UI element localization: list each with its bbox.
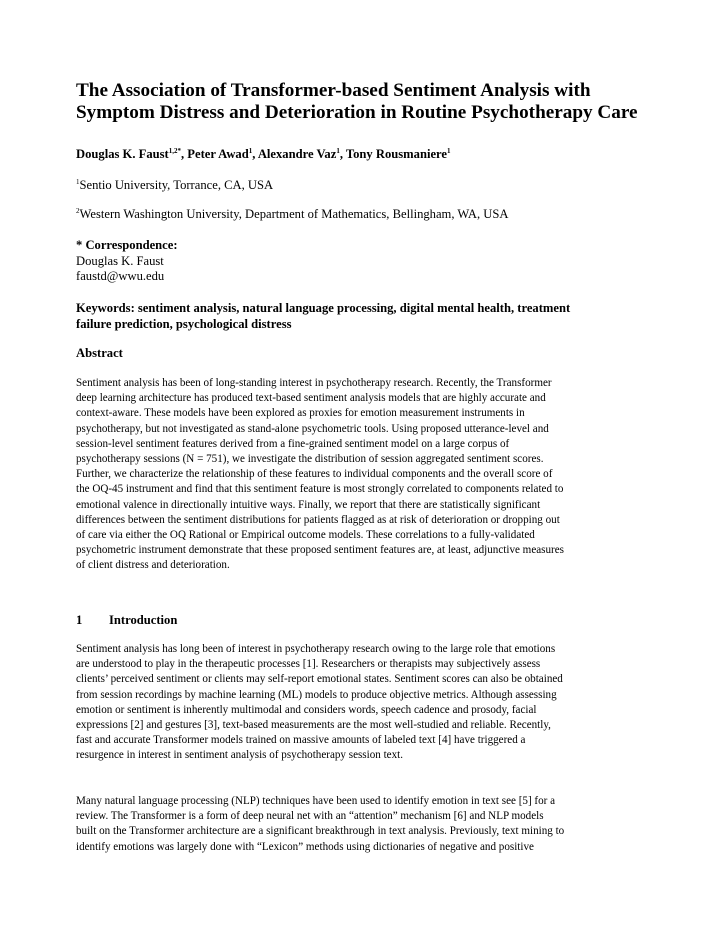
paper-title <box>76 80 651 124</box>
abstract-line: Further, we characterize the relationship of these features to individual components and the overall score of <box>76 468 553 481</box>
keywords-line: Keywords: sentiment analysis, natural language processing, digital mental health, treatment <box>76 301 571 315</box>
abstract-line: of client distress and deterioration. <box>76 559 230 572</box>
abstract-line: psychotherapy sessions (N = 751), we investigate the distribution of session aggregated sentiment scores. <box>76 453 544 466</box>
paragraph-line: clients’ perceived sentiment or clients may self-report emotional states. Sentiment scores can also be obtained <box>76 673 563 686</box>
paragraph-line: built on the Transformer architecture are a significant breakthrough in text analysis. Previously, text mining to <box>76 825 565 838</box>
author-separator: , <box>339 147 346 161</box>
title-line: Symptom Distress and Deterioration in Routine Psychotherapy Care <box>76 102 638 123</box>
section-heading-introduction <box>76 613 177 628</box>
author-name: Douglas K. Faust <box>76 147 169 161</box>
intro-paragraph-1 <box>76 642 651 764</box>
abstract-line: deep learning architecture has produced text-based sentiment analysis models that are highly accurate and <box>76 392 546 405</box>
author-affiliation-mark: 1 <box>447 147 451 155</box>
paragraph-line: resurgence in interest in sentiment analysis of psychotherapy session text. <box>76 749 403 762</box>
abstract-line: Sentiment analysis has been of long-standing interest in psychotherapy research. Recently, the Transformer <box>76 377 552 389</box>
section-title: Introduction <box>109 613 178 627</box>
abstract-line: differences between the sentiment distributions for patients flagged as at risk of deterioration or dropping out <box>76 513 560 526</box>
paragraph-line: emotion or sentiment is inherently multimodal and considers words, speech cadence and prosody, facial <box>76 703 537 716</box>
correspondence-email[interactable]: faustd@wwu.edu <box>76 269 165 283</box>
paragraph-line: from session recordings by machine learning (ML) models to produce objective metrics. Although assessing <box>76 688 557 701</box>
abstract-line: the OQ-45 instrument and find that this sentiment feature is most strongly correlated to components related to <box>76 483 564 496</box>
paragraph-line: fast and accurate Transformer models trained on massive amounts of labeled text [4] have triggered a <box>76 734 526 747</box>
abstract-line: psychotherapy, but not investigated as stand-alone psychometric tools. Using proposed utterance-level and <box>76 422 549 435</box>
abstract-line: session-level sentiment features derived from a fine-grained sentiment model on a large corpus of <box>76 437 510 450</box>
affiliation-text: Western Washington University, Department of Mathematics, Bellingham, WA, USA <box>79 207 509 221</box>
correspondence-heading: * Correspondence: <box>76 238 178 252</box>
author-name: Peter Awad <box>187 147 249 161</box>
affiliation <box>76 178 273 193</box>
author <box>76 147 187 161</box>
abstract-heading: Abstract <box>76 346 123 360</box>
paragraph-line: expressions [2] and gestures [3], text-based measurements are the most well-studied and reliable. Recently, <box>76 719 551 732</box>
author-name: Tony Rousmaniere <box>345 147 448 161</box>
paragraph-line: Many natural language processing (NLP) techniques have been used to identify emotion in text see [5] for a <box>76 795 556 807</box>
affiliation-mark: 2 <box>76 207 80 215</box>
abstract-line: context-aware. These models have been explored as proxies for emotion measurement instruments in <box>76 407 525 420</box>
affiliation <box>76 207 509 222</box>
author-name: Alexandre Vaz <box>257 147 337 161</box>
abstract-line: psychometric instrument demonstrate that these proposed sentiment features are, at least, adjunctive measures <box>76 544 564 557</box>
correspondence-name: Douglas K. Faust <box>76 253 164 268</box>
abstract-line: of care via either the OQ Rational or Empirical outcome models. These correlations to a fully-validated <box>76 529 535 542</box>
author <box>346 147 451 161</box>
paragraph-line: identify emotions was largely done with “Lexicon” methods using dictionaries of negative and positive <box>76 840 534 853</box>
intro-paragraph-2 <box>76 794 651 855</box>
author-affiliation-mark: 1,2* <box>168 147 181 155</box>
abstract-line: emotional valence in directionally intuitive ways. Finally, we report that there are statistically significant <box>76 498 541 511</box>
keywords <box>76 300 651 332</box>
affiliation-mark: 1 <box>76 178 80 186</box>
section-number: 1 <box>76 613 83 627</box>
author-separator: , <box>180 147 188 161</box>
author-list <box>76 147 451 162</box>
title-line: The Association of Transformer-based Sentiment Analysis with <box>76 80 591 101</box>
author-affiliation-mark: 1 <box>248 147 253 155</box>
paragraph-line: Sentiment analysis has long been of interest in psychotherapy research owing to the large role that emotions <box>76 643 556 655</box>
author <box>187 147 258 161</box>
paragraph-line: review. The Transformer is a form of deep neural net with an “attention” mechanism [6] and NLP models <box>76 810 544 823</box>
keywords-line: failure prediction, psychological distress <box>76 317 292 331</box>
author <box>258 147 346 161</box>
affiliation-text: Sentio University, Torrance, CA, USA <box>79 178 274 192</box>
paragraph-line: are understood to play in the therapeutic processes [1]. Researchers or therapists may subjectively assess <box>76 658 541 671</box>
abstract-body <box>76 376 651 574</box>
correspondence-block <box>76 238 178 285</box>
author-affiliation-mark: 1 <box>336 147 340 155</box>
author-separator: , <box>252 147 258 161</box>
